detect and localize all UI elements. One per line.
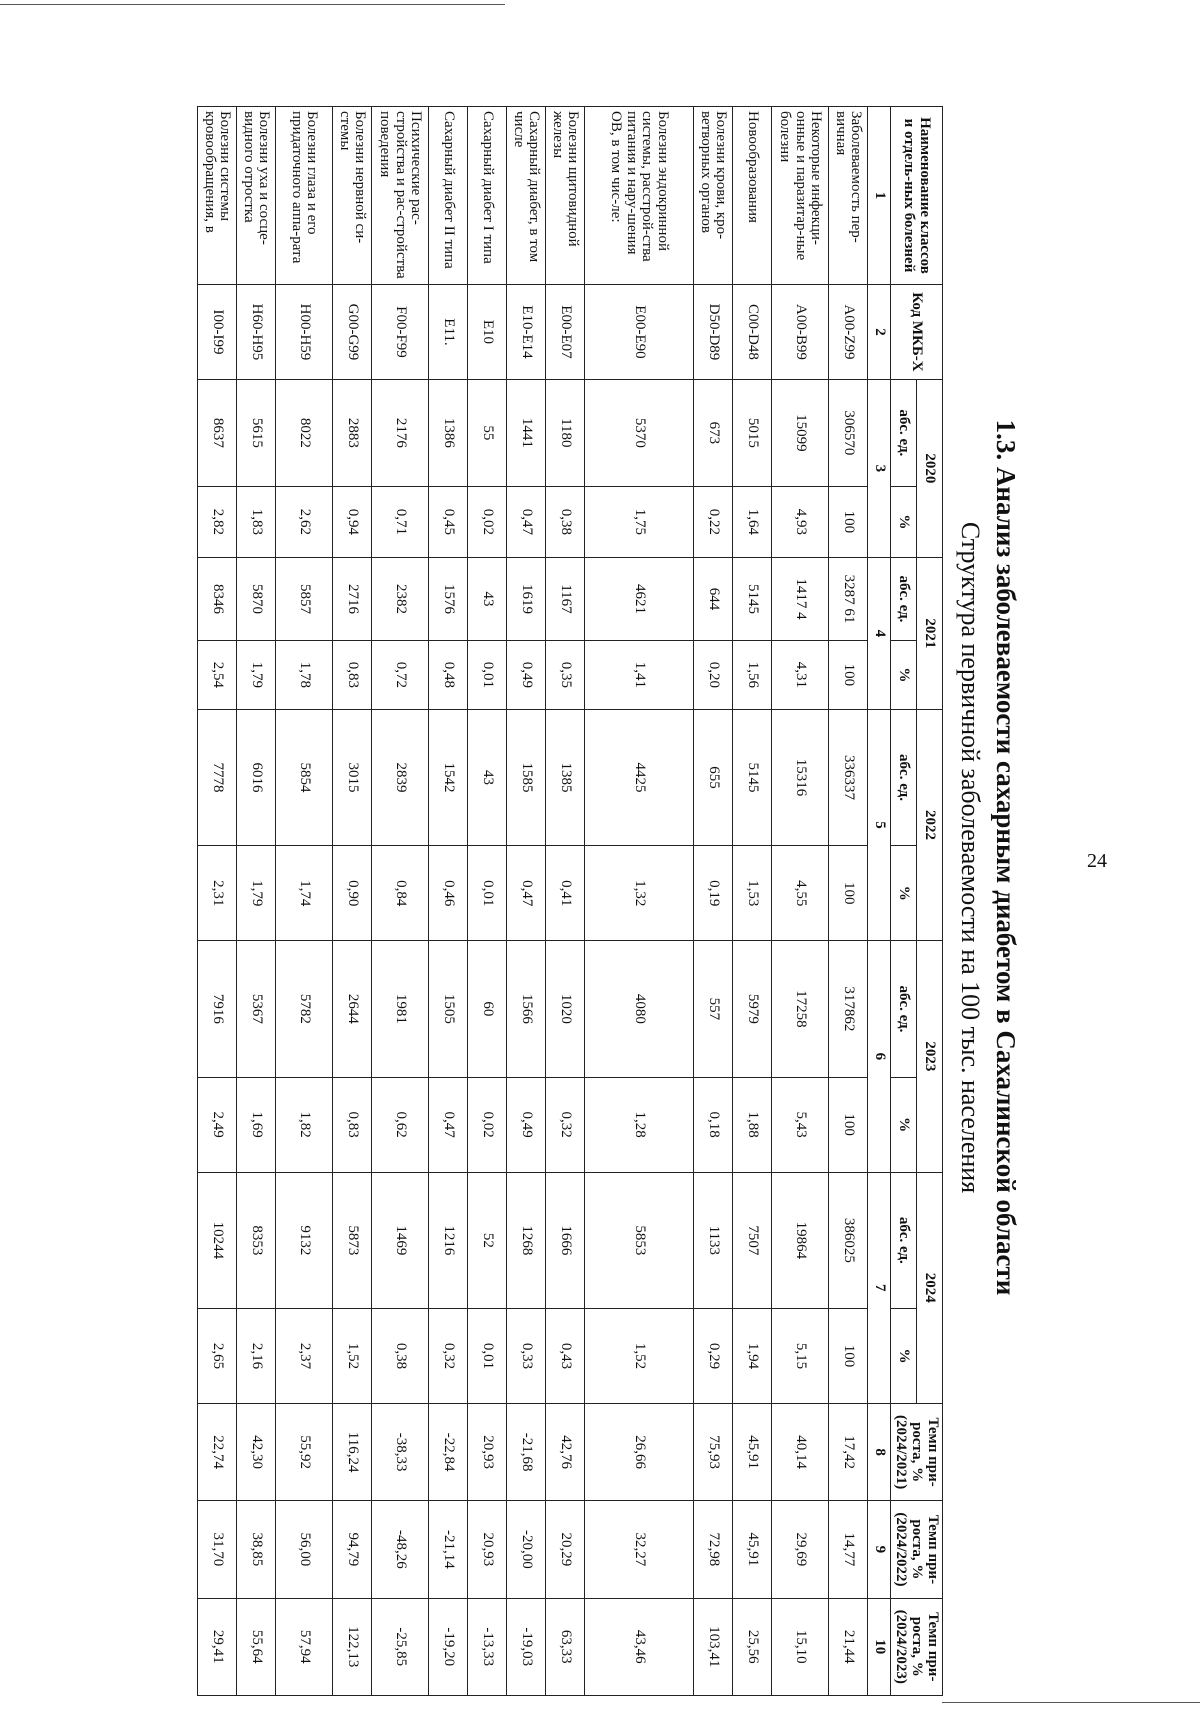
table-cell: 2,37 xyxy=(275,1309,332,1404)
table-cell: 0,01 xyxy=(467,1309,506,1404)
table-cell: 1619 xyxy=(506,557,545,640)
table-cell: 336337 xyxy=(828,709,867,845)
table-cell: 72,98 xyxy=(693,1501,732,1598)
scan-edge-line xyxy=(942,1702,1200,1703)
table-cell: 100 xyxy=(828,486,867,557)
table-cell: 1,32 xyxy=(584,846,693,941)
table-row xyxy=(771,107,828,1696)
table-cell: 0,38 xyxy=(371,1309,428,1404)
table-cell: 100 xyxy=(828,1309,867,1404)
header-growth-2024-2023: Темп при-роста, % (2024/2023) xyxy=(890,1598,942,1695)
header-pct: % xyxy=(890,486,916,557)
table-row xyxy=(828,107,867,1696)
table-cell: 1133 xyxy=(693,1172,732,1308)
table-header-row xyxy=(916,107,942,1696)
table-cell: 0,62 xyxy=(371,1077,428,1172)
table-cell: 7778 xyxy=(197,709,236,845)
table-cell: 56,00 xyxy=(275,1501,332,1598)
table-cell: 8353 xyxy=(236,1172,275,1308)
table-cell: 10244 xyxy=(197,1172,236,1308)
table-cell: 0,90 xyxy=(332,846,371,941)
table-cell: 2,31 xyxy=(197,846,236,941)
page-number: 24 xyxy=(1087,850,1107,872)
table-cell: 52 xyxy=(467,1172,506,1308)
table-row xyxy=(506,107,545,1696)
table-cell: 0,02 xyxy=(467,1077,506,1172)
table-cell: 1576 xyxy=(428,557,467,640)
table-cell: 116,24 xyxy=(332,1403,371,1500)
table-cell: 1,94 xyxy=(732,1309,771,1404)
table-cell: 5979 xyxy=(732,941,771,1077)
table-cell: 655 xyxy=(693,709,732,845)
table-cell: 20,93 xyxy=(467,1501,506,1598)
table-cell: 1505 xyxy=(428,941,467,1077)
table-cell: 5,15 xyxy=(771,1309,828,1404)
table-cell: 0,47 xyxy=(428,1077,467,1172)
table-cell: 2839 xyxy=(371,709,428,845)
table-cell: 2382 xyxy=(371,557,428,640)
table-cell: 1585 xyxy=(506,709,545,845)
icd-code: D50-D89 xyxy=(693,285,732,380)
column-index: 8 xyxy=(867,1403,890,1500)
table-cell: 2,16 xyxy=(236,1309,275,1404)
table-cell: 20,29 xyxy=(545,1501,584,1598)
table-cell: 644 xyxy=(693,557,732,640)
table-cell: 29,41 xyxy=(197,1598,236,1695)
table-cell: 4425 xyxy=(584,709,693,845)
table-cell: 43,46 xyxy=(584,1598,693,1695)
table-cell: 0,46 xyxy=(428,846,467,941)
icd-code: A00-Z99 xyxy=(828,285,867,380)
table-cell: 306570 xyxy=(828,379,867,486)
icd-code: F00-F99 xyxy=(371,285,428,380)
table-cell: 100 xyxy=(828,640,867,709)
table-cell: 0,01 xyxy=(467,846,506,941)
table-cell: 2,65 xyxy=(197,1309,236,1404)
table-row xyxy=(332,107,371,1696)
table-cell: 8346 xyxy=(197,557,236,640)
column-index: 5 xyxy=(867,709,890,940)
table-cell: 1,52 xyxy=(332,1309,371,1404)
table-cell: 5615 xyxy=(236,379,275,486)
table-cell: 55 xyxy=(467,379,506,486)
table-cell: 15316 xyxy=(771,709,828,845)
table-cell: 1,78 xyxy=(275,640,332,709)
table-cell: 2644 xyxy=(332,941,371,1077)
column-index-row xyxy=(867,107,890,1696)
table-cell: 0,48 xyxy=(428,640,467,709)
table-cell: 55,92 xyxy=(275,1403,332,1500)
table-cell: 0,32 xyxy=(545,1077,584,1172)
table-cell: 2,82 xyxy=(197,486,236,557)
icd-code: C00-D48 xyxy=(732,285,771,380)
header-year: 2023 xyxy=(916,941,942,1172)
table-cell: 2,54 xyxy=(197,640,236,709)
disease-name: Болезни системы кровообращения, в xyxy=(197,107,236,285)
table-cell: 1216 xyxy=(428,1172,467,1308)
column-index: 9 xyxy=(867,1501,890,1598)
table-cell: 1180 xyxy=(545,379,584,486)
table-cell: 103,41 xyxy=(693,1598,732,1695)
table-cell: 29,69 xyxy=(771,1501,828,1598)
table-cell: 0,32 xyxy=(428,1309,467,1404)
table-cell: 673 xyxy=(693,379,732,486)
table-cell: 557 xyxy=(693,941,732,1077)
table-cell: 1,75 xyxy=(584,486,693,557)
header-pct: % xyxy=(890,1309,916,1404)
icd-code: A00-B99 xyxy=(771,285,828,380)
table-row xyxy=(197,107,236,1696)
table-cell: -19,20 xyxy=(428,1598,467,1695)
table-cell: 15099 xyxy=(771,379,828,486)
column-index: 10 xyxy=(867,1598,890,1695)
table-cell: 1,74 xyxy=(275,846,332,941)
header-abs: абс. ед. xyxy=(890,709,916,845)
table-cell: 0,02 xyxy=(467,486,506,557)
table-cell: 8022 xyxy=(275,379,332,486)
table-cell: 22,74 xyxy=(197,1403,236,1500)
table-cell: 2883 xyxy=(332,379,371,486)
table-cell: 42,30 xyxy=(236,1403,275,1500)
table-cell: 31,70 xyxy=(197,1501,236,1598)
icd-code: E00-E90 xyxy=(584,285,693,380)
table-cell: 1441 xyxy=(506,379,545,486)
table-cell: 63,33 xyxy=(545,1598,584,1695)
disease-name: Болезни крови, кро-ветворных органов xyxy=(693,107,732,285)
table-cell: 5145 xyxy=(732,709,771,845)
table-cell: -38,33 xyxy=(371,1403,428,1500)
icd-code: H00-H59 xyxy=(275,285,332,380)
table-cell: -22,84 xyxy=(428,1403,467,1500)
table-cell: 1,83 xyxy=(236,486,275,557)
header-pct: % xyxy=(890,846,916,941)
header-abs: абс. ед. xyxy=(890,379,916,486)
table-cell: 1268 xyxy=(506,1172,545,1308)
table-row xyxy=(545,107,584,1696)
table-cell: 0,84 xyxy=(371,846,428,941)
table-cell: 5870 xyxy=(236,557,275,640)
table-cell: 5873 xyxy=(332,1172,371,1308)
disease-name: Болезни глаза и его придаточного аппа-рата xyxy=(275,107,332,285)
table-row xyxy=(275,107,332,1696)
disease-name: Новообразования xyxy=(732,107,771,285)
table-cell: 0,71 xyxy=(371,486,428,557)
table-cell: 0,38 xyxy=(545,486,584,557)
table-cell: 40,14 xyxy=(771,1403,828,1500)
table-cell: 5857 xyxy=(275,557,332,640)
table-cell: -21,14 xyxy=(428,1501,467,1598)
table-cell: 25,56 xyxy=(732,1598,771,1695)
table-row xyxy=(584,107,693,1696)
table-cell: 1,82 xyxy=(275,1077,332,1172)
table-cell: 55,64 xyxy=(236,1598,275,1695)
table-cell: 0,43 xyxy=(545,1309,584,1404)
table-cell: 60 xyxy=(467,941,506,1077)
table-cell: 0,94 xyxy=(332,486,371,557)
table-cell: 0,19 xyxy=(693,846,732,941)
disease-name: Болезни уха и сосце-видного отростка xyxy=(236,107,275,285)
table-cell: 17258 xyxy=(771,941,828,1077)
table-cell: 1417 4 xyxy=(771,557,828,640)
table-cell: 386025 xyxy=(828,1172,867,1308)
table-cell: 1,52 xyxy=(584,1309,693,1404)
table-cell: 2176 xyxy=(371,379,428,486)
table-cell: 1,64 xyxy=(732,486,771,557)
table-cell: 38,85 xyxy=(236,1501,275,1598)
disease-name: Некоторые инфекци-онные и паразитар-ные болезни xyxy=(771,107,828,285)
table-cell: 7507 xyxy=(732,1172,771,1308)
table-cell: 6016 xyxy=(236,709,275,845)
table-cell: 5015 xyxy=(732,379,771,486)
disease-name: Болезни щитовидной железы xyxy=(545,107,584,285)
table-row xyxy=(236,107,275,1696)
table-cell: 15,10 xyxy=(771,1598,828,1695)
table-cell: -13,33 xyxy=(467,1598,506,1695)
table-cell: 0,45 xyxy=(428,486,467,557)
table-cell: 122,13 xyxy=(332,1598,371,1695)
table-cell: 5,43 xyxy=(771,1077,828,1172)
table-cell: 1,53 xyxy=(732,846,771,941)
table-row xyxy=(371,107,428,1696)
disease-name: Сахарный диабет, в том числе xyxy=(506,107,545,285)
table-cell: 1167 xyxy=(545,557,584,640)
table-cell: -19,03 xyxy=(506,1598,545,1695)
table-cell: 1566 xyxy=(506,941,545,1077)
table-cell: 0,41 xyxy=(545,846,584,941)
table-cell: 0,83 xyxy=(332,1077,371,1172)
table-subtitle: Структура первичной заболеваемости на 100 тыс. населения xyxy=(956,521,985,1194)
disease-name: Психические рас-стройства и рас-стройства поведения xyxy=(371,107,428,285)
table-cell: 42,76 xyxy=(545,1403,584,1500)
table-cell: 1981 xyxy=(371,941,428,1077)
column-index: 6 xyxy=(867,941,890,1172)
table-row xyxy=(428,107,467,1696)
table-cell: 5145 xyxy=(732,557,771,640)
table-row xyxy=(732,107,771,1696)
table-cell: 45,91 xyxy=(732,1501,771,1598)
icd-code: E10 xyxy=(467,285,506,380)
table-cell: 20,93 xyxy=(467,1403,506,1500)
table-cell: 0,47 xyxy=(506,486,545,557)
header-growth-2024-2021: Темп при-роста, % (2024/2021) xyxy=(890,1403,942,1500)
table-cell: 0,49 xyxy=(506,1077,545,1172)
table-cell: 43 xyxy=(467,709,506,845)
table-cell: 75,93 xyxy=(693,1403,732,1500)
table-cell: 1,28 xyxy=(584,1077,693,1172)
table-cell: 5853 xyxy=(584,1172,693,1308)
table-cell: 8637 xyxy=(197,379,236,486)
table-cell: 5782 xyxy=(275,941,332,1077)
table-cell: 100 xyxy=(828,846,867,941)
rotated-content xyxy=(0,26,1021,1689)
table-cell: 1,88 xyxy=(732,1077,771,1172)
header-abs: абс. ед. xyxy=(890,1172,916,1308)
table-cell: 1,79 xyxy=(236,640,275,709)
table-cell: 2,49 xyxy=(197,1077,236,1172)
table-cell: 94,79 xyxy=(332,1501,371,1598)
header-pct: % xyxy=(890,1077,916,1172)
table-cell: 0,20 xyxy=(693,640,732,709)
scan-edge-line xyxy=(0,4,505,5)
section-title: 1.3. Анализ заболеваемости сахарным диабетом в Сахалинской области xyxy=(991,419,1021,1296)
header-abs: абс. ед. xyxy=(890,941,916,1077)
table-cell: 5370 xyxy=(584,379,693,486)
table-cell: 4,55 xyxy=(771,846,828,941)
table-cell: 317862 xyxy=(828,941,867,1077)
table-cell: 3287 61 xyxy=(828,557,867,640)
table-cell: 0,29 xyxy=(693,1309,732,1404)
header-growth-2024-2022: Темп при-роста, % (2024/2022) xyxy=(890,1501,942,1598)
icd-code: H60-H95 xyxy=(236,285,275,380)
table-cell: 2716 xyxy=(332,557,371,640)
header-pct: % xyxy=(890,640,916,709)
disease-name: Болезни эндокринной системы, расстрой-ства питания и нару-шения ОВ, в том чис-ле: xyxy=(584,107,693,285)
header-year: 2021 xyxy=(916,557,942,709)
table-cell: 1469 xyxy=(371,1172,428,1308)
table-cell: 1542 xyxy=(428,709,467,845)
table-cell: 4,93 xyxy=(771,486,828,557)
table-cell: -20,00 xyxy=(506,1501,545,1598)
column-index: 2 xyxy=(867,285,890,380)
table-cell: 100 xyxy=(828,1077,867,1172)
table-cell: 1,41 xyxy=(584,640,693,709)
icd-code: E11. xyxy=(428,285,467,380)
header-year: 2020 xyxy=(916,379,942,557)
header-abs: абс. ед. xyxy=(890,557,916,640)
table-cell: 1,79 xyxy=(236,846,275,941)
table-cell: 4621 xyxy=(584,557,693,640)
table-cell: 0,18 xyxy=(693,1077,732,1172)
morbidity-table xyxy=(197,106,943,1696)
icd-code: G00-G99 xyxy=(332,285,371,380)
header-year: 2022 xyxy=(916,709,942,940)
column-index: 7 xyxy=(867,1172,890,1403)
table-body xyxy=(197,107,867,1696)
table-cell: 17,42 xyxy=(828,1403,867,1500)
table-cell: 0,33 xyxy=(506,1309,545,1404)
icd-code: E10-E14 xyxy=(506,285,545,380)
table-cell: 1666 xyxy=(545,1172,584,1308)
table-cell: 43 xyxy=(467,557,506,640)
column-index: 3 xyxy=(867,379,890,557)
disease-name: Заболеваемость пер-вичная xyxy=(828,107,867,285)
disease-name: Сахарный диабет II типа xyxy=(428,107,467,285)
table-row xyxy=(693,107,732,1696)
table-cell: 9132 xyxy=(275,1172,332,1308)
column-index: 4 xyxy=(867,557,890,709)
table-cell: 1,69 xyxy=(236,1077,275,1172)
table-cell: 0,49 xyxy=(506,640,545,709)
table-cell: 32,27 xyxy=(584,1501,693,1598)
table-cell: 7916 xyxy=(197,941,236,1077)
table-cell: 0,22 xyxy=(693,486,732,557)
header-name: Наименование классов и отдель-ных болезней xyxy=(890,107,942,285)
table-cell: 19864 xyxy=(771,1172,828,1308)
table-cell: 57,94 xyxy=(275,1598,332,1695)
table-cell: 0,01 xyxy=(467,640,506,709)
table-cell: 1020 xyxy=(545,941,584,1077)
table-cell: 4080 xyxy=(584,941,693,1077)
header-year: 2024 xyxy=(916,1172,942,1403)
icd-code: E00-E07 xyxy=(545,285,584,380)
disease-name: Болезни нервной си-стемы xyxy=(332,107,371,285)
table-cell: 3015 xyxy=(332,709,371,845)
table-cell: 45,91 xyxy=(732,1403,771,1500)
table-cell: 0,35 xyxy=(545,640,584,709)
table-cell: 1385 xyxy=(545,709,584,845)
table-cell: -48,26 xyxy=(371,1501,428,1598)
table-cell: 5367 xyxy=(236,941,275,1077)
table-cell: 21,44 xyxy=(828,1598,867,1695)
table-cell: 14,77 xyxy=(828,1501,867,1598)
table-cell: 0,72 xyxy=(371,640,428,709)
table-cell: 5854 xyxy=(275,709,332,845)
table-row xyxy=(467,107,506,1696)
table-cell: 4,31 xyxy=(771,640,828,709)
table-cell: 26,66 xyxy=(584,1403,693,1500)
column-index: 1 xyxy=(867,107,890,285)
table-cell: -21,68 xyxy=(506,1403,545,1500)
table-cell: -25,85 xyxy=(371,1598,428,1695)
table-cell: 0,47 xyxy=(506,846,545,941)
table-cell: 2,62 xyxy=(275,486,332,557)
disease-name: Сахарный диабет I типа xyxy=(467,107,506,285)
table-cell: 1386 xyxy=(428,379,467,486)
header-code: Код МКБ-X xyxy=(890,285,942,380)
icd-code: I00-I99 xyxy=(197,285,236,380)
table-cell: 1,56 xyxy=(732,640,771,709)
table-cell: 0,83 xyxy=(332,640,371,709)
